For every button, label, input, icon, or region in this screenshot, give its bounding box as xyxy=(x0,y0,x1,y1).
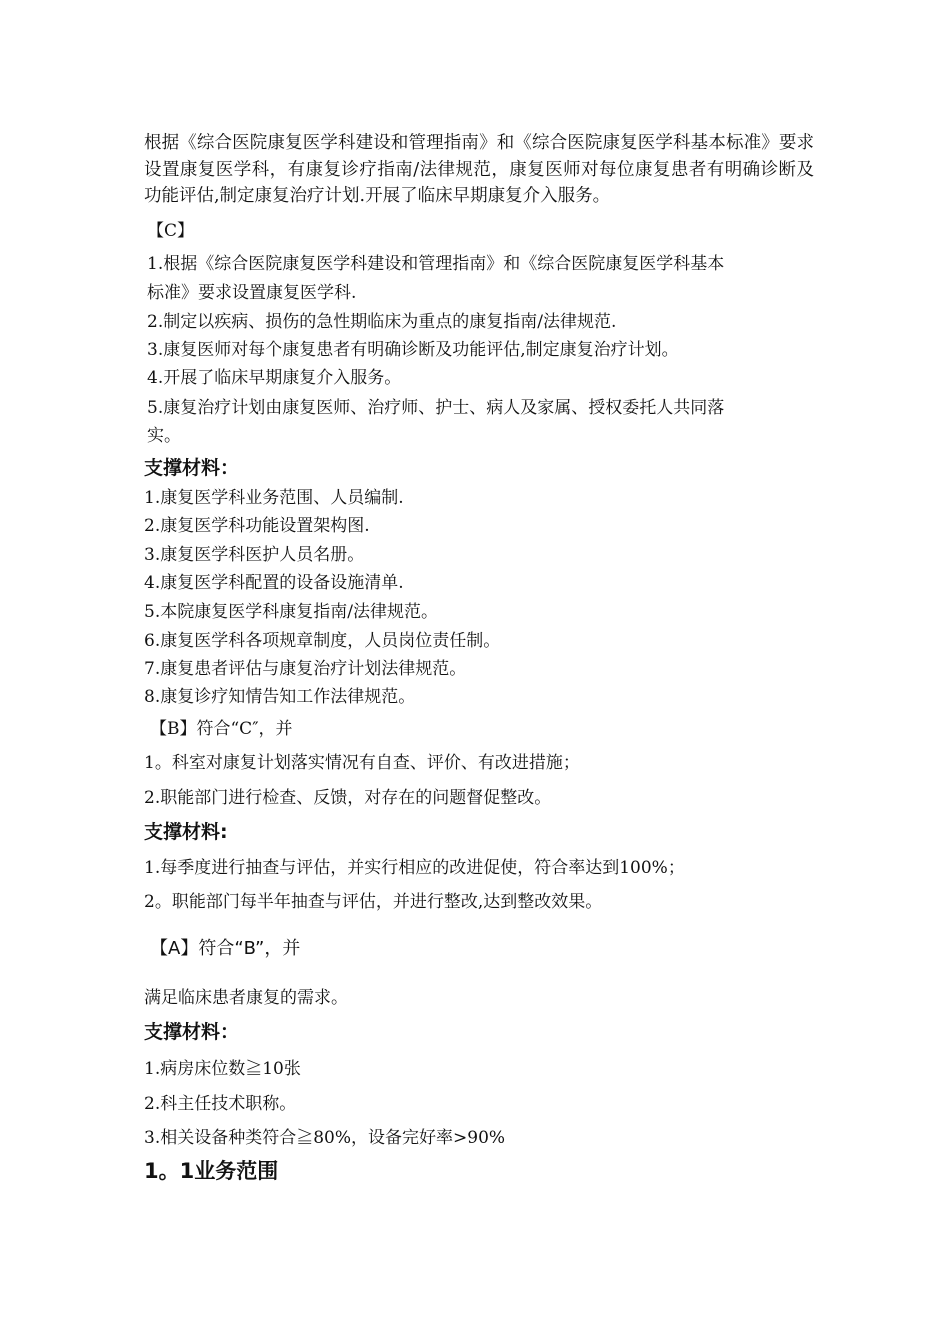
grade-a-label: 【A】符合“B”，并 xyxy=(150,938,301,959)
support-item-c: 3.康复医学科医护人员名册。 xyxy=(144,545,365,565)
intro-paragraph: 根据《综合医院康复医学科建设和管理指南》和《综合医院康复医学科基本标准》要求设置康复医学科，有康复诊疗指南/法律规范，康复医师对每位康复患者有明确诊断及功能评估,制定康复治疗计划.开展了临床早期康复介入服务。 xyxy=(144,133,814,206)
grade-c-item: 实。 xyxy=(147,426,181,446)
grade-c-item: 3.康复医师对每个康复患者有明确诊断及功能评估,制定康复治疗计划。 xyxy=(147,340,679,360)
support-item-c: 4.康复医学科配置的设备设施清单. xyxy=(144,573,404,593)
support-item-b: 1.每季度进行抽查与评估，并实行相应的改进促使，符合率达到100%； xyxy=(144,858,685,878)
grade-a-item: 满足临床患者康复的需求。 xyxy=(144,988,348,1008)
grade-b-item: 1。科室对康复计划落实情况有自查、评价、有改进措施； xyxy=(144,753,580,773)
grade-b-label: 【B】符合“C″，并 xyxy=(150,719,293,739)
section-heading: 1。1业务范围 xyxy=(144,1159,279,1183)
support-item-c: 2.康复医学科功能设置架构图. xyxy=(144,516,370,536)
support-heading-a: 支撑材料： xyxy=(144,1021,240,1043)
support-item-c: 8.康复诊疗知情告知工作法律规范。 xyxy=(144,687,416,707)
support-item-a: 1.病房床位数≧10张 xyxy=(144,1059,301,1079)
grade-c-label: 【C】 xyxy=(147,221,195,241)
support-item-c: 5.本院康复医学科康复指南/法律规范。 xyxy=(144,602,438,622)
grade-c-item: 4.开展了临床早期康复介入服务。 xyxy=(147,368,402,388)
grade-c-item: 5.康复治疗计划由康复医师、治疗师、护士、病人及家属、授权委托人共同落 xyxy=(147,398,725,418)
support-item-c: 6.康复医学科各项规章制度，人员岗位责任制。 xyxy=(144,631,501,651)
grade-c-item: 2.制定以疾病、损伤的急性期临床为重点的康复指南/法律规范. xyxy=(147,312,617,332)
grade-c-item: 1.根据《综合医院康复医学科建设和管理指南》和《综合医院康复医学科基本 xyxy=(147,254,725,274)
support-item-a: 3.相关设备种类符合≧80%，设备完好率>90% xyxy=(144,1128,506,1148)
grade-c-item: 标准》要求设置康复医学科. xyxy=(147,283,357,303)
support-item-b: 2。职能部门每半年抽查与评估，并进行整改,达到整改效果。 xyxy=(144,892,603,912)
support-item-c: 1.康复医学科业务范围、人员编制. xyxy=(144,488,404,508)
support-item-a: 2.科主任技术职称。 xyxy=(144,1094,297,1114)
support-heading-b: 支撑材料: xyxy=(144,821,228,843)
support-heading-c: 支撑材料： xyxy=(144,457,240,479)
grade-b-item: 2.职能部门进行检查、反馈，对存在的问题督促整改。 xyxy=(144,788,552,808)
support-item-c: 7.康复患者评估与康复治疗计划法律规范。 xyxy=(144,659,467,679)
